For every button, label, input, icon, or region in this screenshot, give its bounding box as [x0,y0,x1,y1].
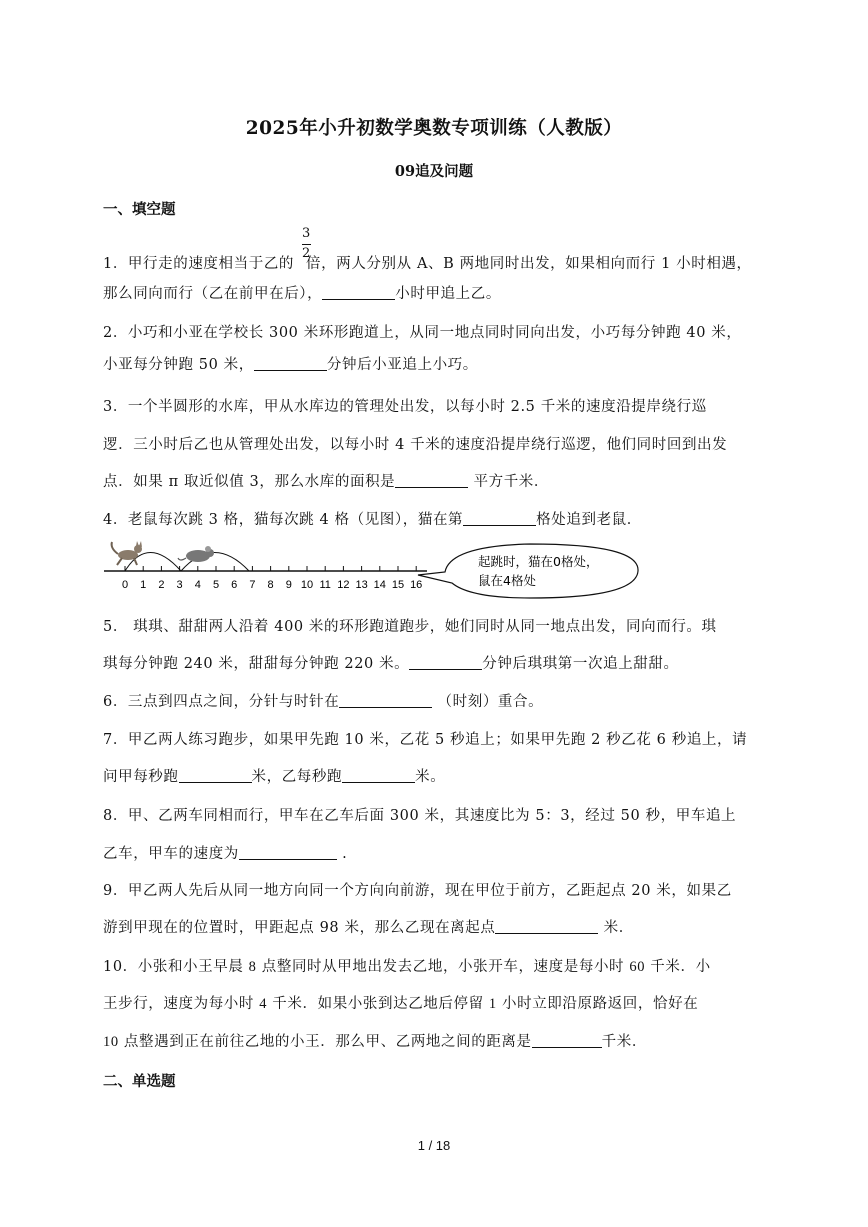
question-10-line-1: 10．小张和小王早晨 8 点整同时从甲地出发去乙地，小张开车，速度是每小时 60 千米．小 [103,959,711,975]
question-2-line-1: 2．小巧和小亚在学校长 300 米环形跑道上，从同一地点同时同向出发，小巧每分钟跑 40 米， [103,325,742,341]
number-line-label: 14 [373,579,386,591]
question-9-line-1: 9．甲乙两人先后从同一地方向同一个方向向前游，现在甲位于前方，乙距起点 20 米，如果乙 [103,883,732,899]
answer-blank[interactable] [342,767,415,783]
section-single-choice-heading: 二、单选题 [103,1073,176,1090]
answer-blank[interactable] [239,844,337,860]
answer-blank[interactable] [339,692,432,708]
number-line-label: 10 [300,579,314,591]
page-subtitle: 09追及问题 [394,163,474,180]
fraction-numerator: 3 [302,226,311,241]
cat-icon [112,541,142,565]
question-3-line-2: 逻．三小时后乙也从管理处出发，以每小时 4 千米的速度沿提岸绕行巡逻，他们同时回到出发 [103,437,728,453]
number-line-label: 8 [267,579,274,591]
question-6-line-1: 6．三点到四点之间，分针与时针在 （时刻）重合。 [103,694,544,710]
answer-blank[interactable] [254,355,327,371]
number-line-label: 16 [410,579,423,591]
question-3-line-1: 3．一个半圆形的水库，甲从水库边的管理处出发，以每小时 2.5 千米的速度沿提岸绕行巡 [103,399,707,415]
number-line-label: 7 [249,579,256,591]
number-line-label: 0 [121,579,129,591]
question-5-line-2: 琪每分钟跑 240 米，甜甜每分钟跑 220 米。 分钟后琪琪第一次追上甜甜。 [103,656,679,672]
question-7-line-2: 问甲每秒跑 米，乙每秒跑 米。 [103,769,446,785]
answer-blank[interactable] [322,284,395,300]
number-line-label: 4 [194,579,201,591]
answer-blank[interactable] [532,1032,602,1048]
question-9-line-2: 游到甲现在的位置时，甲距起点 98 米，那么乙现在离起点 米． [103,920,634,936]
number-line-label: 2 [158,579,165,591]
answer-blank[interactable] [495,918,598,934]
question-5-line-1: 5． 琪琪、甜甜两人沿着 400 米的环形跑道跑步，她们同时从同一地点出发，同向而行。琪 [103,619,717,635]
fraction-bar [302,244,311,245]
number-line-label: 11 [319,579,331,591]
answer-blank[interactable] [395,472,468,488]
number-line-label: 3 [176,579,183,591]
number-line-label: 6 [231,579,238,591]
page-number: 1 / 18 [417,1138,451,1153]
question-8-line-1: 8．甲、乙两车同相而行，甲车在乙车后面 300 米，其速度比为 5：3，经过 50 秒，甲车追上 [103,808,737,824]
question-10-line-2: 王步行，速度为每小时 4 千米．如果小张到达乙地后停留 1 小时立即沿原路返回，恰好在 [103,996,699,1012]
bubble-text-line-2: 鼠在4格处 [478,573,536,588]
answer-blank[interactable] [179,767,252,783]
question-1-line-1: 1．甲行走的速度相当于乙的 倍，两人分别从 A、B 两地同时出发，如果相向而行 1 小时相遇， [103,256,752,272]
bubble-text-line-1: 起跳时，猫在0格处， [478,554,599,569]
number-line-label: 15 [391,579,405,591]
section-fill-blank-heading: 一、填空题 [103,201,176,218]
answer-blank[interactable] [463,510,536,526]
question-1-line-2: 那么同向而行（乙在前甲在后）， 小时甲追上乙。 [103,286,501,302]
number-line-label: 1 [140,579,147,591]
number-line-labels [122,579,422,591]
question-7-line-1: 7．甲乙两人练习跑步，如果甲先跑 10 米，乙花 5 秒追上；如果甲先跑 2 秒乙花 6 秒追上，请 [103,732,748,748]
question-4-line-1: 4．老鼠每次跳 3 格，猫每次跳 4 格（见图），猫在第 格处追到老鼠． [103,512,642,528]
question-2-line-2: 小亚每分钟跑 50 米， 分钟后小亚追上小巧。 [103,357,478,373]
cat-mouse-number-line-figure [100,538,645,603]
question-8-line-2: 乙车，甲车的速度为 . [103,846,348,862]
fraction-denominator: 2 [302,246,311,261]
answer-blank[interactable] [409,654,482,670]
question-10-line-3: 10 点整遇到正在前往乙地的小王．那么甲、乙两地之间的距离是 千米． [103,1034,647,1050]
speech-bubble [418,544,638,598]
number-line-label: 9 [285,579,292,591]
number-line-label: 12 [337,579,350,591]
mouse-icon [178,546,214,562]
page-title: 2025年小升初数学奥数专项训练（人教版） [245,118,623,139]
number-line-label: 13 [355,579,368,591]
number-line-label: 5 [212,579,220,591]
question-3-line-3: 点．如果 π 取近似值 3，那么水库的面积是 平方千米． [103,474,549,490]
